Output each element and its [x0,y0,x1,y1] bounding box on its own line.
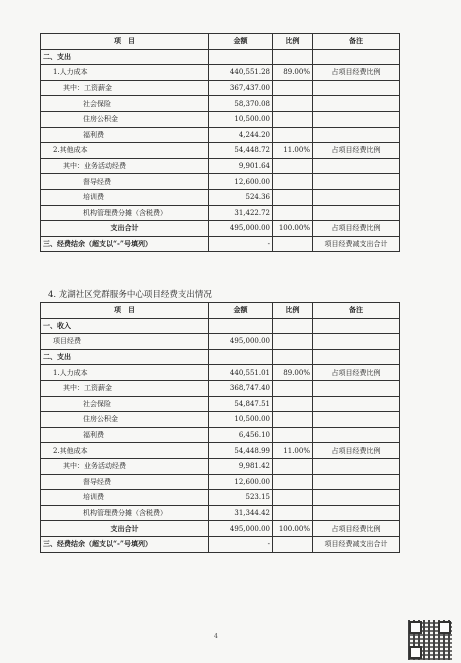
header-cell: 比例 [273,303,313,319]
note-cell [313,80,400,96]
item-cell: 机构管理费分摊（含税费） [41,205,209,221]
ratio-cell: 11.00% [273,143,313,159]
table-row [41,427,400,443]
note-cell [313,380,400,396]
item-cell: 督导经费 [41,474,209,490]
amount-cell: 367,437.00 [209,80,273,96]
note-cell [313,158,400,174]
item-cell: 一、收入 [41,318,209,334]
note-cell: 占项目经费比例 [313,365,400,381]
note-cell [313,474,400,490]
ratio-cell [273,349,313,365]
item-cell: 2.其他成本 [41,443,209,459]
table-row [41,365,400,381]
section-title: 4. 龙湖社区党群服务中心项目经费支出情况 [48,290,212,300]
table-row [41,111,400,127]
table-row [41,80,400,96]
amount-cell: 495,000.00 [209,521,273,537]
header-cell: 项 目 [41,34,209,50]
item-cell: 其中：业务活动经费 [41,458,209,474]
header-cell: 备注 [313,303,400,319]
amount-cell: 523.15 [209,490,273,506]
ratio-cell [273,490,313,506]
amount-cell [209,318,273,334]
table-row [41,205,400,221]
ratio-cell [273,189,313,205]
amount-cell: 368,747.40 [209,380,273,396]
table-row [41,380,400,396]
header-cell: 比例 [273,34,313,50]
note-cell [313,412,400,428]
header-cell: 备注 [313,34,400,50]
ratio-cell [273,505,313,521]
item-cell: 其中：业务活动经费 [41,158,209,174]
ratio-cell [273,174,313,190]
note-cell [313,318,400,334]
item-cell: 培训费 [41,189,209,205]
amount-cell [209,349,273,365]
header-cell: 金额 [209,34,273,50]
table-row [41,96,400,112]
table-header-row [41,34,400,50]
item-cell: 支出合计 [41,521,209,537]
ratio-cell [273,474,313,490]
item-cell: 其中：工资薪金 [41,80,209,96]
item-cell: 1.人力成本 [41,65,209,81]
item-cell: 住房公积金 [41,412,209,428]
item-cell: 福利费 [41,127,209,143]
item-cell: 社会保险 [41,396,209,412]
amount-cell: 495,000.00 [209,334,273,350]
page-number: 4 [214,633,218,640]
item-cell: 1.人力成本 [41,365,209,381]
header-cell: 项 目 [41,303,209,319]
ratio-cell: 89.00% [273,65,313,81]
note-cell [313,111,400,127]
amount-cell [209,49,273,65]
note-cell [313,396,400,412]
table-row [41,174,400,190]
amount-cell: 10,500.00 [209,111,273,127]
ratio-cell [273,111,313,127]
table-row [41,221,400,237]
note-cell: 项目经费减支出合计 [313,536,400,552]
ratio-cell [273,334,313,350]
table-row [41,521,400,537]
ratio-cell [273,458,313,474]
amount-cell: 31,422.72 [209,205,273,221]
item-cell: 二、支出 [41,349,209,365]
note-cell: 占项目经费比例 [313,65,400,81]
table-row [41,412,400,428]
note-cell [313,127,400,143]
note-cell [313,205,400,221]
header-cell: 金额 [209,303,273,319]
item-cell: 2.其他成本 [41,143,209,159]
table-row [41,536,400,552]
ratio-cell [273,536,313,552]
ratio-cell [273,49,313,65]
ratio-cell [273,380,313,396]
ratio-cell [273,127,313,143]
amount-cell: 440,551.28 [209,65,273,81]
item-cell: 培训费 [41,490,209,506]
note-cell: 项目经费减支出合计 [313,236,400,252]
amount-cell: 524.36 [209,189,273,205]
amount-cell: 12,600.00 [209,474,273,490]
item-cell: 督导经费 [41,174,209,190]
ratio-cell: 11.00% [273,443,313,459]
table-row [41,143,400,159]
item-cell: 二、支出 [41,49,209,65]
note-cell: 占项目经费比例 [313,221,400,237]
amount-cell: 495,000.00 [209,221,273,237]
expense-table-2 [40,302,400,553]
table-header-row [41,303,400,319]
item-cell: 其中：工资薪金 [41,380,209,396]
expense-table-1 [40,33,400,252]
note-cell [313,490,400,506]
ratio-cell [273,427,313,443]
ratio-cell: 100.00% [273,221,313,237]
item-cell: 社会保险 [41,96,209,112]
amount-cell: 58,370.08 [209,96,273,112]
note-cell [313,505,400,521]
table-row [41,334,400,350]
table-row [41,158,400,174]
ratio-cell: 89.00% [273,365,313,381]
table-row [41,49,400,65]
ratio-cell [273,96,313,112]
ratio-cell [273,318,313,334]
amount-cell: 10,500.00 [209,412,273,428]
item-cell: 项目经费 [41,334,209,350]
item-cell: 机构管理费分摊（含税费） [41,505,209,521]
note-cell [313,96,400,112]
ratio-cell [273,158,313,174]
amount-cell: 54,448.99 [209,443,273,459]
table-row [41,443,400,459]
note-cell [313,458,400,474]
table-row [41,127,400,143]
note-cell [313,349,400,365]
note-cell [313,49,400,65]
note-cell [313,174,400,190]
ratio-cell [273,396,313,412]
amount-cell: - [209,536,273,552]
item-cell: 支出合计 [41,221,209,237]
ratio-cell: 100.00% [273,521,313,537]
note-cell: 占项目经费比例 [313,521,400,537]
item-cell: 福利费 [41,427,209,443]
amount-cell: 31,344.42 [209,505,273,521]
amount-cell: - [209,236,273,252]
note-cell [313,427,400,443]
note-cell [313,189,400,205]
table-row [41,505,400,521]
ratio-cell [273,236,313,252]
amount-cell: 9,981.42 [209,458,273,474]
amount-cell: 6,456.10 [209,427,273,443]
table-row [41,65,400,81]
table-row [41,490,400,506]
ratio-cell [273,205,313,221]
table-row [41,236,400,252]
item-cell: 三、经费结余（超支以“-”号填列） [41,236,209,252]
amount-cell: 9,901.64 [209,158,273,174]
amount-cell: 440,551.01 [209,365,273,381]
amount-cell: 4,244.20 [209,127,273,143]
amount-cell: 54,448.72 [209,143,273,159]
ratio-cell [273,80,313,96]
table-row [41,189,400,205]
item-cell: 三、经费结余（超支以“-”号填列） [41,536,209,552]
ratio-cell [273,412,313,428]
table-row [41,318,400,334]
table-row [41,474,400,490]
note-cell [313,334,400,350]
qr-code-icon [408,620,452,660]
item-cell: 住房公积金 [41,111,209,127]
amount-cell: 12,600.00 [209,174,273,190]
amount-cell: 54,847.51 [209,396,273,412]
table-row [41,458,400,474]
note-cell: 占项目经费比例 [313,143,400,159]
table-row [41,349,400,365]
table-row [41,396,400,412]
note-cell: 占项目经费比例 [313,443,400,459]
